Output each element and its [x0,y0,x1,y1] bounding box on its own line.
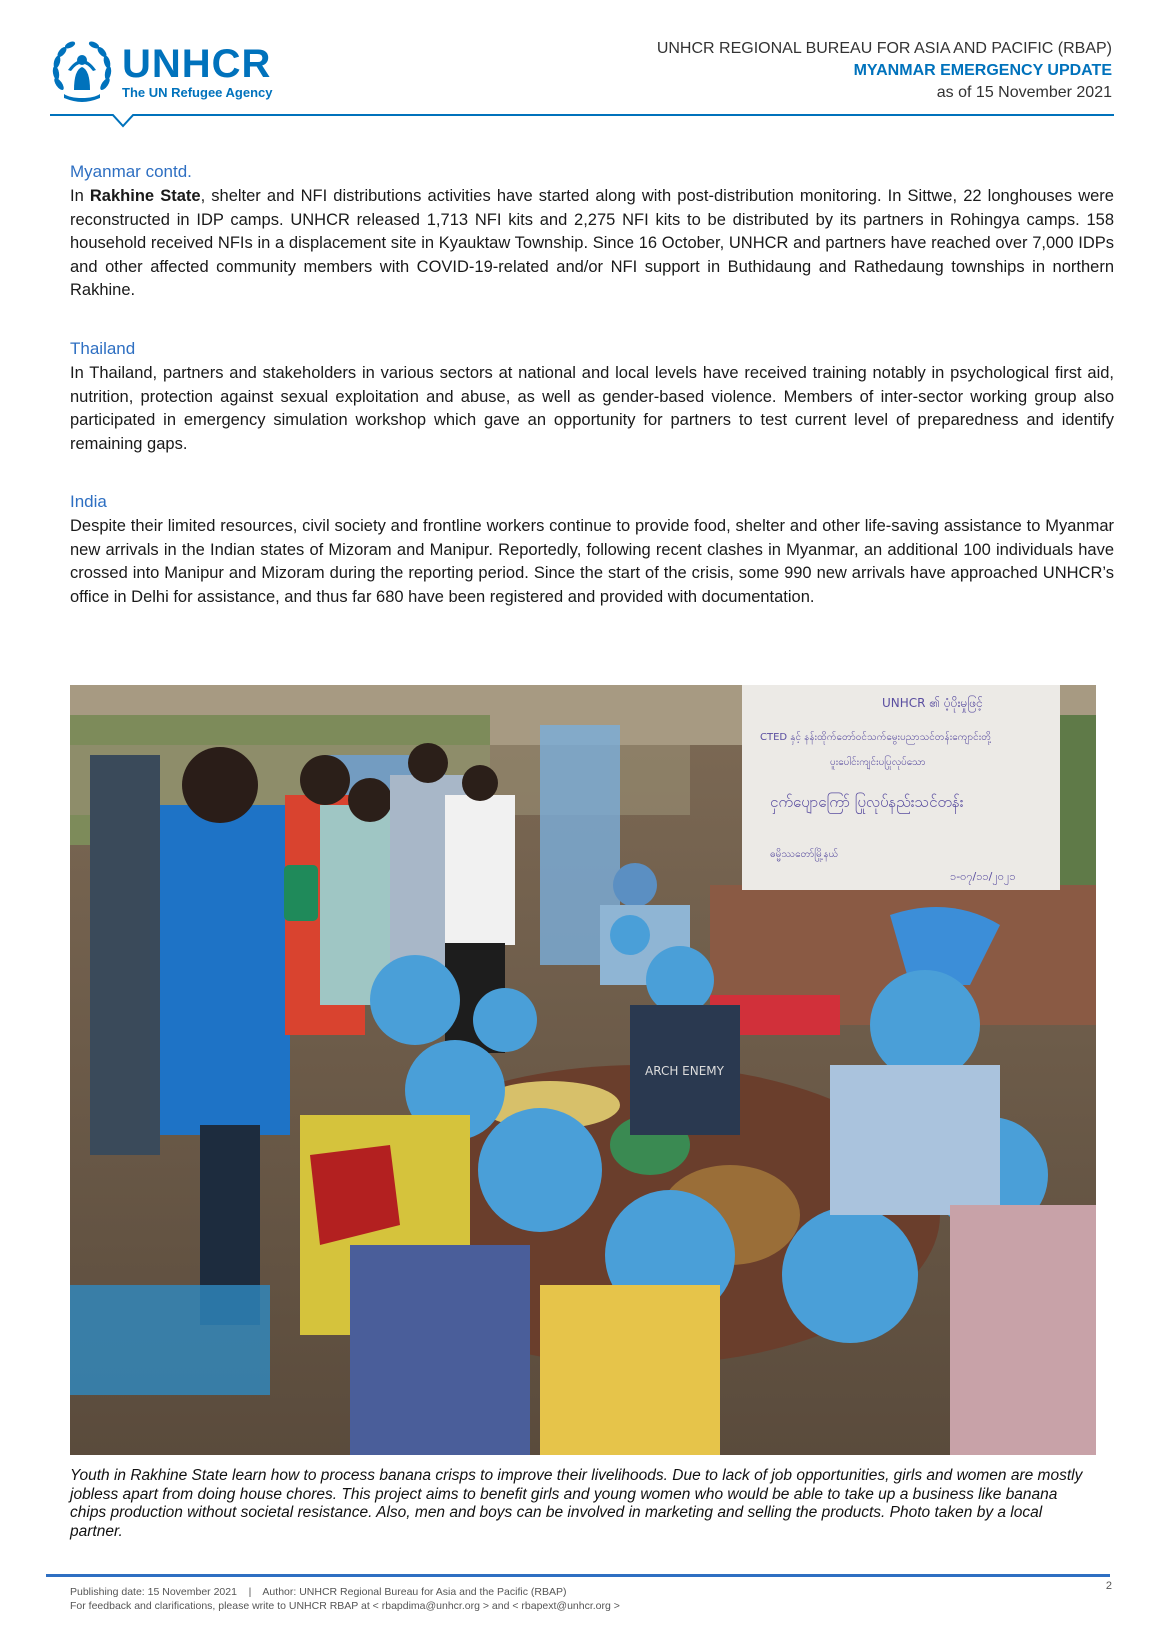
logo-tagline: The UN Refugee Agency [122,85,273,100]
photo-caption: Youth in Rakhine State learn how to process banana crisps to improve their livelihoods. Due to lack of job opportunities, girls and women are mostly jobless apart from doing house chores. This project aims to benefit girls and young women who would be able to take up a business like banana chips production without societal resistance. Also, men and boys can be involved in marketing and selling the products. Photo taken by a local partner. [70,1467,1083,1540]
bold-term: Rakhine State [89,187,201,205]
section-heading: Thailand [70,339,136,358]
banner-line: ဓမ္မိဿတော်မြို့နယ် [770,849,839,860]
banner-line: UNHCR ၏ ပံ့ပိုးမှုဖြင့် [882,696,983,710]
footer-rule [46,1574,1110,1577]
section-india [70,491,1114,609]
page-number: 2 [1105,1580,1112,1592]
banner-line: ၁-၀၇/၁၁/၂၀၂၁ [950,870,1016,883]
section-myanmar [70,161,1114,303]
paragraph-text: In [70,187,90,205]
footer-text [70,1585,620,1613]
footer-publishing-line: Publishing date: 15 November 2021 | Author: UNHCR Regional Bureau for Asia and the Pacific (RBAP) [70,1586,567,1598]
logo-wordmark: UNHCR [122,42,272,86]
header-rule [50,114,1114,116]
unhcr-emblem-icon [50,40,114,102]
shirt-text: ARCH ENEMY [645,1064,724,1078]
section-paragraph: Despite their limited resources, civil society and frontline workers continue to provide food, shelter and other life-saving assistance to Myanmar new arrivals in the Indian states of Mizoram and Manipur. Reportedly, following recent clashes in Myanmar, an additional 100 individuals have crossed into Manipur and Mizoram during the reporting period. Since the start of the crisis, some 990 new arrivals have approached UNHCR’s office in Delhi for assistance, and thus far 680 have been registered and provided with documentation. [70,517,1114,606]
training-photo [70,685,1096,1455]
section-heading: India [70,492,107,511]
footer-feedback-line: For feedback and clarifications, please write to UNHCR RBAP at < rbapdima@unhcr.org > and < rbapext@unhcr.org > [70,1600,620,1612]
bureau-name: UNHCR REGIONAL BUREAU FOR ASIA AND PACIFIC (RBAP) [656,40,1112,57]
paragraph-text: , shelter and NFI distributions activities have started along with post-distribution monitoring. In Sittwe, 22 longhouses were reconstructed in IDP camps. UNHCR released 1,713 NFI kits and 2,275 NFI kits to be distributed by its partners in Rohingya camps. 158 household received NFIs in a displacement site in Kyauktaw Township. Since 16 October, UNHCR and partners have reached over 7,000 IDPs and other affected community members with COVID-19-related and/or NFI support in Buthidaung and Rathedaung townships in northern Rakhine. [70,187,1114,299]
header-notch [112,114,134,136]
document-title: MYANMAR EMERGENCY UPDATE [853,62,1112,79]
banner-line: ငှက်ပျောကြော် ပြုလုပ်နည်းသင်တန်း [770,793,964,811]
section-paragraph [70,185,1114,303]
photo-illustration [70,685,1096,1455]
header-info [657,38,1112,104]
section-paragraph: In Thailand, partners and stakeholders in various sectors at national and local levels have received training notably in psychological first aid, nutrition, protection against sexual exploitation and abuse, as well as gender-based violence. Members of inter-sector working group also participated in emergency simulation workshop which gave an opportunity for partners to test current level of preparedness and identify remaining gaps. [70,364,1114,453]
section-thailand [70,338,1114,456]
section-heading: Myanmar contd. [70,162,192,181]
banner-line: CTED နှင့် နန်းထိုက်တော်ဝင်သက်မွေးပညာသင်တန်းကျောင်းတို့ [760,732,991,743]
banner-line: ပူးပေါင်းကျင်းပပြုလုပ်သော [830,757,926,768]
document-date: as of 15 November 2021 [936,84,1112,101]
